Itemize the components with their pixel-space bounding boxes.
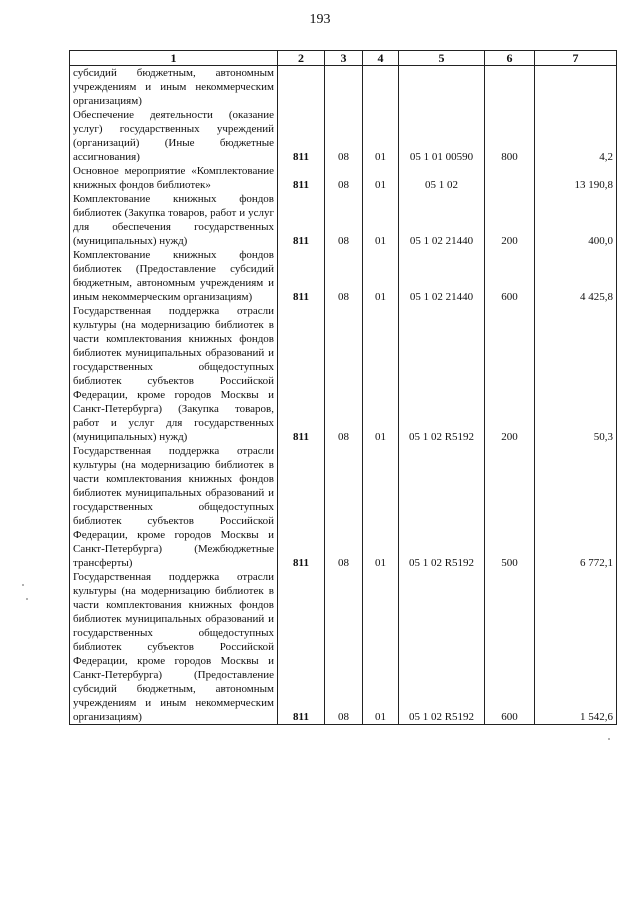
row-csr-code: 05 1 02 xyxy=(399,164,485,192)
scan-speck xyxy=(608,738,610,740)
row-description: субсидий бюджетным, автономным учреждениям и иным некоммерческим организациям) xyxy=(70,66,278,109)
header-col-4: 4 xyxy=(363,51,399,66)
row-pr-code: 01 xyxy=(363,164,399,192)
table-row xyxy=(70,248,617,304)
row-csr-code: 05 1 02 R5192 xyxy=(399,570,485,725)
row-rz-code xyxy=(325,66,363,109)
row-csr-code: 05 1 02 21440 xyxy=(399,248,485,304)
row-rz-code: 08 xyxy=(325,248,363,304)
row-gr-code: 811 xyxy=(278,192,325,248)
row-sum: 4 425,8 xyxy=(535,248,617,304)
table-row xyxy=(70,66,617,109)
row-description: Комплектование книжных фондов библиотек (Закупка товаров, работ и услуг для обеспечения государственных (муниципальных) нужд) xyxy=(70,192,278,248)
row-pr-code: 01 xyxy=(363,304,399,444)
row-pr-code: 01 xyxy=(363,444,399,570)
row-gr-code: 811 xyxy=(278,444,325,570)
scan-speck xyxy=(26,598,28,600)
row-description: Государственная поддержка отрасли культуры (на модернизацию библиотек в части комплектования книжных фондов библиотек муниципальных образований и государственных общедоступных библиотек субъектов Российской Федерации, кроме городов Москвы и Санкт-Петербурга) (Предоставление субсидий бюджетным, автономным учреждениям и иным некоммерческим организациям) xyxy=(70,570,278,725)
table-row xyxy=(70,192,617,248)
table-row xyxy=(70,164,617,192)
row-description: Основное мероприятие «Комплектование книжных фондов библиотек» xyxy=(70,164,278,192)
header-row xyxy=(70,51,617,66)
row-pr-code: 01 xyxy=(363,192,399,248)
header-col-3: 3 xyxy=(325,51,363,66)
table-row xyxy=(70,108,617,164)
header-col-7: 7 xyxy=(535,51,617,66)
row-pr-code: 01 xyxy=(363,248,399,304)
row-rz-code: 08 xyxy=(325,164,363,192)
table-row xyxy=(70,304,617,444)
row-vr-code xyxy=(485,66,535,109)
row-sum: 50,3 xyxy=(535,304,617,444)
row-vr-code: 200 xyxy=(485,304,535,444)
row-vr-code: 600 xyxy=(485,570,535,725)
row-vr-code: 800 xyxy=(485,108,535,164)
row-gr-code: 811 xyxy=(278,570,325,725)
row-rz-code: 08 xyxy=(325,444,363,570)
row-rz-code: 08 xyxy=(325,192,363,248)
row-sum: 6 772,1 xyxy=(535,444,617,570)
table-row xyxy=(70,444,617,570)
row-csr-code xyxy=(399,66,485,109)
row-description: Государственная поддержка отрасли культуры (на модернизацию библиотек в части комплектования книжных фондов библиотек муниципальных образований и государственных общедоступных библиотек субъектов Российской Федерации, кроме городов Москвы и Санкт-Петербурга) (Межбюджетные трансферты) xyxy=(70,444,278,570)
row-csr-code: 05 1 02 R5192 xyxy=(399,304,485,444)
row-vr-code: 600 xyxy=(485,248,535,304)
row-csr-code: 05 1 01 00590 xyxy=(399,108,485,164)
row-pr-code xyxy=(363,66,399,109)
row-sum: 13 190,8 xyxy=(535,164,617,192)
row-vr-code xyxy=(485,164,535,192)
row-gr-code: 811 xyxy=(278,248,325,304)
row-gr-code xyxy=(278,66,325,109)
row-gr-code: 811 xyxy=(278,108,325,164)
row-rz-code: 08 xyxy=(325,570,363,725)
row-csr-code: 05 1 02 R5192 xyxy=(399,444,485,570)
row-vr-code: 200 xyxy=(485,192,535,248)
row-description: Обеспечение деятельности (оказание услуг) государственных учреждений (организаций) (Иные бюджетные ассигнования) xyxy=(70,108,278,164)
header-col-1: 1 xyxy=(70,51,278,66)
row-pr-code: 01 xyxy=(363,108,399,164)
row-pr-code: 01 xyxy=(363,570,399,725)
header-col-5: 5 xyxy=(399,51,485,66)
row-description: Государственная поддержка отрасли культуры (на модернизацию библиотек в части комплектования книжных фондов библиотек муниципальных образований и государственных общедоступных библиотек субъектов Российской Федерации, кроме городов Москвы и Санкт-Петербурга) (Закупка товаров, работ и услуг для государственных (муниципальных) нужд) xyxy=(70,304,278,444)
row-sum xyxy=(535,66,617,109)
page-number: 193 xyxy=(309,12,331,27)
row-sum: 400,0 xyxy=(535,192,617,248)
row-rz-code: 08 xyxy=(325,108,363,164)
scan-speck xyxy=(22,584,24,586)
header-col-2: 2 xyxy=(278,51,325,66)
row-sum: 1 542,6 xyxy=(535,570,617,725)
row-csr-code: 05 1 02 21440 xyxy=(399,192,485,248)
header-col-6: 6 xyxy=(485,51,535,66)
table-row xyxy=(70,570,617,725)
row-rz-code: 08 xyxy=(325,304,363,444)
row-sum: 4,2 xyxy=(535,108,617,164)
row-gr-code: 811 xyxy=(278,304,325,444)
budget-table xyxy=(69,50,617,725)
row-description: Комплектование книжных фондов библиотек (Предоставление субсидий бюджетным, автономным учреждениям и иным некоммерческим организациям) xyxy=(70,248,278,304)
row-vr-code: 500 xyxy=(485,444,535,570)
row-gr-code: 811 xyxy=(278,164,325,192)
